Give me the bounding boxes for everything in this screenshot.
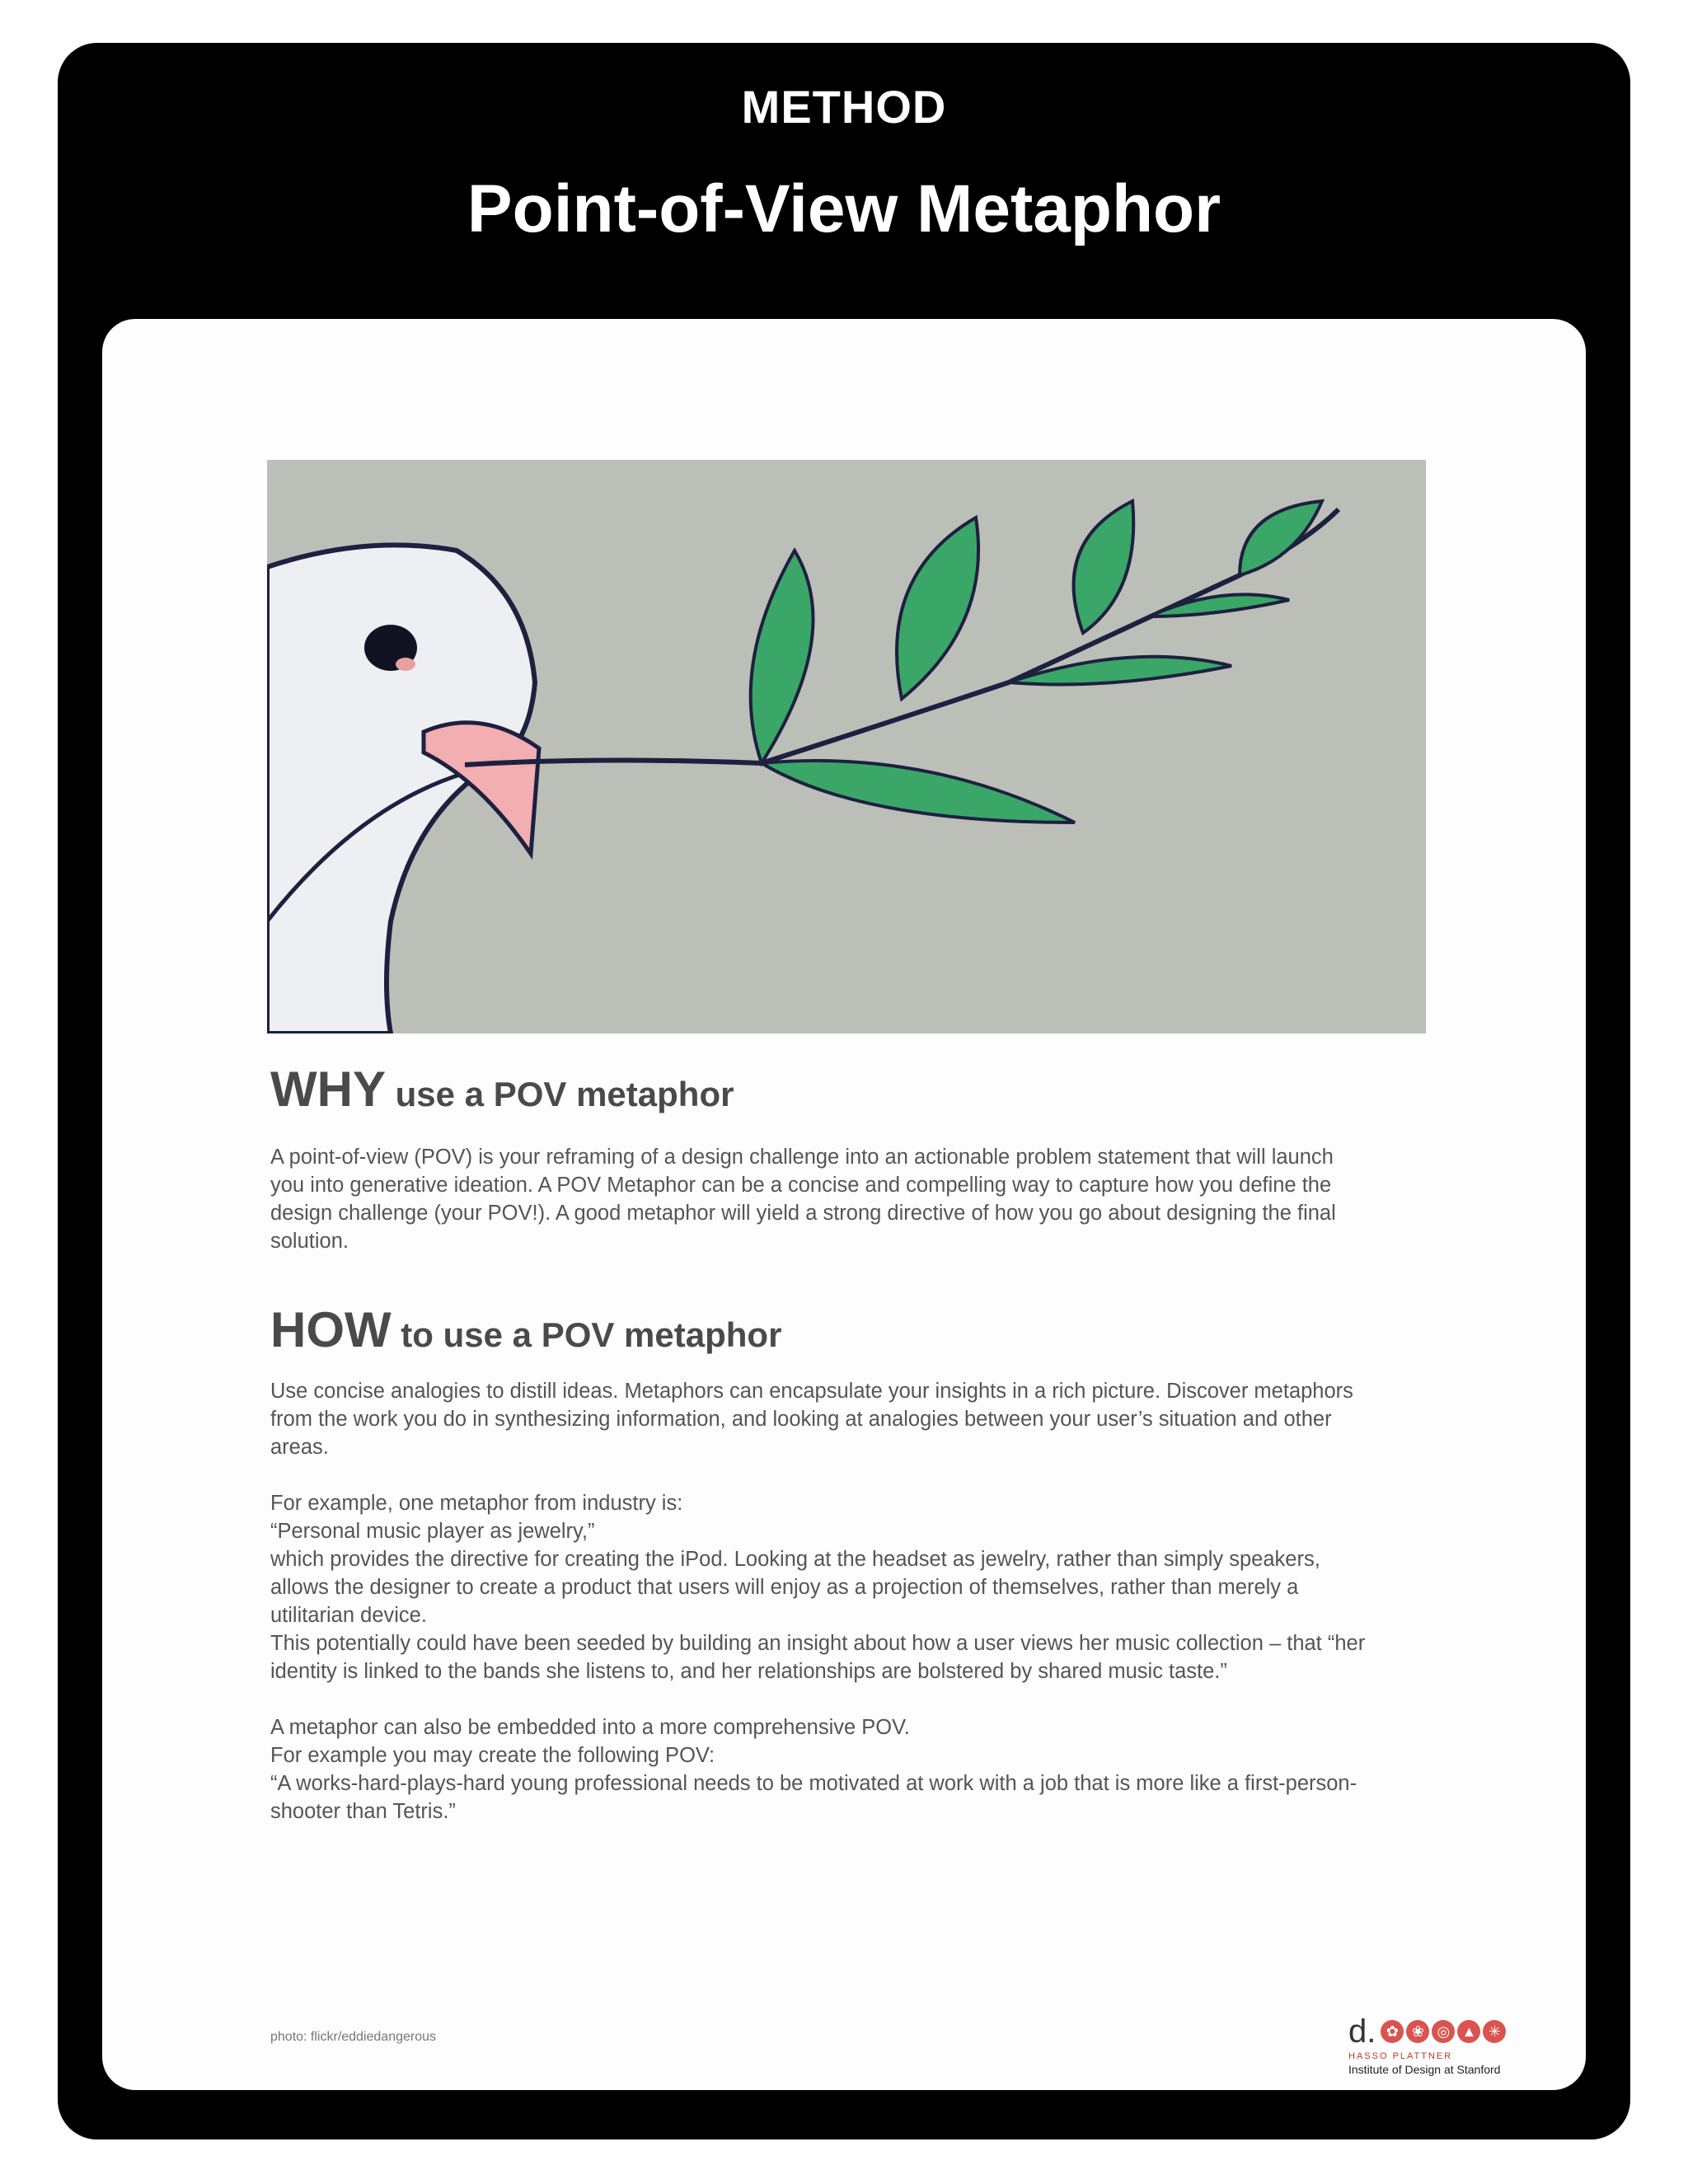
logo-line1: HASSO PLATTNER: [1348, 2051, 1453, 2061]
how-line: For example you may create the following POV:: [270, 1744, 715, 1767]
why-heading-big: WHY: [270, 1062, 386, 1117]
how-line: from the work you do in synthesizing information, and looking at analogies between your user’s situation and other: [270, 1408, 1332, 1431]
why-heading: [270, 1061, 1432, 1118]
how-heading-big: HOW: [270, 1302, 392, 1357]
why-paragraph: [270, 1143, 1432, 1255]
why-line: design challenge (your POV!). A good metaphor will yield a strong directive of how you go about designing the final: [270, 1202, 1336, 1225]
logo-circle-icon: ◎: [1432, 2020, 1455, 2043]
logo-circle-icon: ✿: [1381, 2020, 1404, 2043]
dschool-logo: [1348, 2015, 1538, 2076]
why-line: solution.: [270, 1230, 349, 1253]
why-line: you into generative ideation. A POV Metaphor can be a concise and compelling way to capture how you define the: [270, 1174, 1332, 1197]
how-heading-rest: to use a POV metaphor: [391, 1315, 782, 1354]
logo-mark: [1348, 2015, 1538, 2048]
page-title: Point-of-View Metaphor: [467, 171, 1221, 246]
how-line: A metaphor can also be embedded into a more comprehensive POV.: [270, 1716, 910, 1739]
how-line: allows the designer to create a product that users will enjoy as a projection of themselves, rather than merely a: [270, 1576, 1299, 1599]
how-line: “A works-hard-plays-hard young professional needs to be motivated at work with a job that is more like a first-person-: [270, 1772, 1357, 1795]
how-line: [270, 1685, 1432, 1713]
how-line: areas.: [270, 1436, 329, 1459]
logo-line2: Institute of Design at Stanford: [1348, 2063, 1501, 2076]
content-card: [102, 319, 1586, 2090]
how-paragraph: [270, 1377, 1432, 1825]
how-line: Use concise analogies to distill ideas. Metaphors can encapsulate your insights in a rich picture. Discover metaphors: [270, 1380, 1353, 1403]
how-line: This potentially could have been seeded by building an insight about how a user views her music collection – that “her: [270, 1632, 1366, 1655]
how-line: utilitarian device.: [270, 1604, 427, 1627]
logo-circle-icon: ▲: [1457, 2020, 1480, 2043]
how-line: “Personal music player as jewelry,”: [270, 1520, 595, 1543]
photo-credit: photo: flickr/eddiedangerous: [270, 2030, 437, 2044]
how-line: [270, 1461, 1432, 1489]
how-line: shooter than Tetris.”: [270, 1800, 456, 1823]
logo-circle-icon: ❀: [1406, 2020, 1429, 2043]
dove-illustration: [267, 460, 1426, 1033]
how-line: For example, one metaphor from industry is:: [270, 1492, 683, 1515]
logo-letter: d.: [1348, 2013, 1376, 2050]
how-heading: [270, 1301, 1432, 1358]
how-line: identity is linked to the bands she listens to, and her relationships are bolstered by shared music taste.”: [270, 1660, 1227, 1683]
how-line: which provides the directive for creating the iPod. Looking at the headset as jewelry, rather than simply speakers,: [270, 1548, 1320, 1571]
poster-frame: [58, 43, 1630, 2139]
why-heading-rest: use a POV metaphor: [385, 1075, 734, 1113]
method-label: METHOD: [741, 81, 947, 133]
logo-circles: [1381, 2020, 1508, 2043]
dove-photo: [267, 460, 1426, 1033]
logo-circle-icon: ✳: [1483, 2020, 1506, 2043]
why-line: A point-of-view (POV) is your reframing of a design challenge into an actionable problem statement that will launch: [270, 1146, 1334, 1169]
